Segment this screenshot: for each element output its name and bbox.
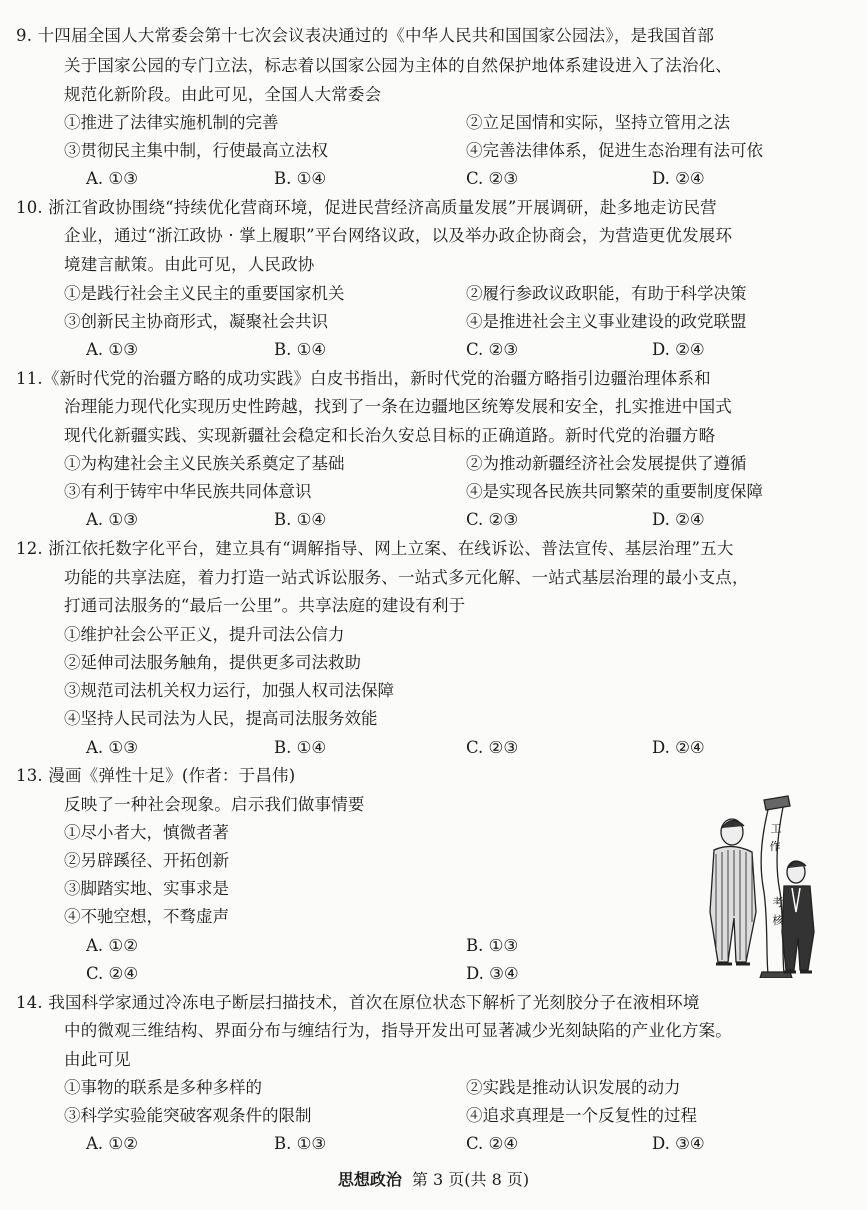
q10-answer-b: B. ①④ [274,340,327,359]
q10-stem-line-3: 境建言献策。由此可见，人民政协 [64,255,315,274]
q11-option-4: ④是实现各民族共同繁荣的重要制度保障 [466,482,763,501]
footer-page-number: 第 3 页(共 8 页) [411,1170,530,1189]
q13-answer-a: A. ①② [86,936,138,955]
q10-option-4: ④是推进社会主义事业建设的政党联盟 [466,312,747,331]
q11-answer-d: D. ②④ [652,510,705,529]
q12-answer-b: B. ①④ [274,738,327,757]
q11-stem-line-2: 治理能力现代化实现历史性跨越，找到了一条在边疆地区统筹发展和安全，扎实推进中国式 [64,397,732,416]
cartoon-illustration [692,792,818,978]
q12-stem-line-3: 打通司法服务的“最后一公里”。共享法庭的建设有利于 [64,596,466,615]
q11-option-1: ①为构建社会主义民族关系奠定了基础 [64,454,345,473]
cartoon-sign-char-1: 工 [770,822,782,835]
q14-stem-line-2: 中的微观三维结构、界面分布与缠结行为，指导开发出可显著减少光刻缺陷的产业化方案。 [64,1021,732,1040]
q12-option-1: ①维护社会公平正义，提升司法公信力 [64,625,345,644]
cartoon-sign-char-4: 核 [772,914,784,927]
q12-option-4: ④坚持人民司法为人民，提高司法服务效能 [64,709,378,728]
q14-option-3: ③科学实验能突破客观条件的限制 [64,1106,312,1125]
q9-option-4: ④完善法律体系，促进生态治理有法可依 [466,141,763,160]
q12-answer-d: D. ②④ [652,738,705,757]
q10-answer-c: C. ②③ [466,340,519,359]
q11-answer-c: C. ②③ [466,510,519,529]
q11-answer-b: B. ①④ [274,510,327,529]
q11-answer-a: A. ①③ [86,510,138,529]
q9-answer-c: C. ②③ [466,169,519,188]
q14-stem-line-3: 由此可见 [64,1050,131,1069]
page-footer [0,1170,867,1190]
q14-answer-b: B. ①③ [274,1134,327,1153]
q10-option-3: ③创新民主协商形式，凝聚社会共识 [64,312,328,331]
q11-stem-line-3: 现代化新疆实践、实现新疆社会稳定和长治久安总目标的正确道路。新时代党的治疆方略 [64,426,716,445]
q13-option-1: ①尽小者大，慎微者著 [64,823,229,842]
q13-answer-d: D. ③④ [466,964,519,983]
q10-option-2: ②履行参政议政职能，有助于科学决策 [466,284,747,303]
q14-stem-line-1: 14. 我国科学家通过冷冻电子断层扫描技术，首次在原位状态下解析了光刻胶分子在液相环境 [16,993,700,1012]
q13-option-2: ②另辟蹊径、开拓创新 [64,851,229,870]
q11-option-2: ②为推动新疆经济社会发展提供了遵循 [466,454,747,473]
q12-option-3: ③规范司法机关权力运行，加强人权司法保障 [64,681,394,700]
q14-answer-a: A. ①② [86,1134,138,1153]
q13-stem-line-2: 反映了一种社会现象。启示我们做事情要 [64,795,365,814]
q10-answer-a: A. ①③ [86,340,138,359]
q9-option-3: ③贯彻民主集中制，行使最高立法权 [64,141,328,160]
q10-answer-d: D. ②④ [652,340,705,359]
q14-option-4: ④追求真理是一个反复性的过程 [466,1106,697,1125]
q9-answer-b: B. ①④ [274,169,327,188]
q12-answer-a: A. ①③ [86,738,138,757]
q13-option-4: ④不驰空想，不骛虚声 [64,907,229,926]
q14-option-1: ①事物的联系是多种多样的 [64,1078,262,1097]
cartoon-post [761,802,770,974]
q12-stem-line-2: 功能的共享法庭，着力打造一站式诉讼服务、一站式多元化解、一站式基层治理的最小支点， [64,568,749,587]
q13-answer-c: C. ②④ [86,964,139,983]
q10-option-1: ①是践行社会主义民主的重要国家机关 [64,284,345,303]
cartoon-sign-char-2: 作 [769,840,781,853]
q9-stem-line-3: 规范化新阶段。由此可见，全国人大常委会 [64,85,382,104]
footer-subject: 思想政治 [337,1170,402,1189]
cartoon-sign-char-3: 考 [772,896,784,909]
q14-answer-c: C. ②④ [466,1134,519,1153]
q14-answer-d: D. ③④ [652,1134,705,1153]
q11-option-3: ③有利于铸牢中华民族共同体意识 [64,482,312,501]
q9-stem-line-2: 关于国家公园的专门立法，标志着以国家公园为主体的自然保护地体系建设进入了法治化、 [64,56,732,75]
q9-answer-a: A. ①③ [86,169,138,188]
q9-option-2: ②立足国情和实际，坚持立管用之法 [466,113,730,132]
q12-answer-c: C. ②③ [466,738,519,757]
q12-option-2: ②延伸司法服务触角，提供更多司法救助 [64,653,361,672]
q13-answer-b: B. ①③ [466,936,519,955]
q13-option-3: ③脚踏实地、实事求是 [64,879,229,898]
q13-stem-line-1: 13. 漫画《弹性十足》(作者：于昌伟) [16,766,296,785]
q9-stem-line-1: 9. 十四届全国人大常委会第十七次会议表决通过的《中华人民共和国国家公园法》，是我国首部 [16,26,715,45]
q10-stem-line-1: 10. 浙江省政协围绕“持续优化营商环境，促进民营经济高质量发展”开展调研，赴多地走访民营 [16,198,717,217]
q11-stem-line-1: 11.《新时代党的治疆方略的成功实践》白皮书指出，新时代党的治疆方略指引边疆治理体系和 [16,369,711,388]
q12-stem-line-1: 12. 浙江依托数字化平台，建立具有“调解指导、网上立案、在线诉讼、普法宣传、基层治理”五大 [16,539,734,558]
q9-answer-d: D. ②④ [652,169,705,188]
q9-option-1: ①推进了法律实施机制的完善 [64,113,279,132]
q10-stem-line-2: 企业，通过“浙江政协 · 掌上履职”平台网络议政，以及举办政企协商会，为营造更优发展环 [64,226,733,245]
q14-option-2: ②实践是推动认识发展的动力 [466,1078,681,1097]
